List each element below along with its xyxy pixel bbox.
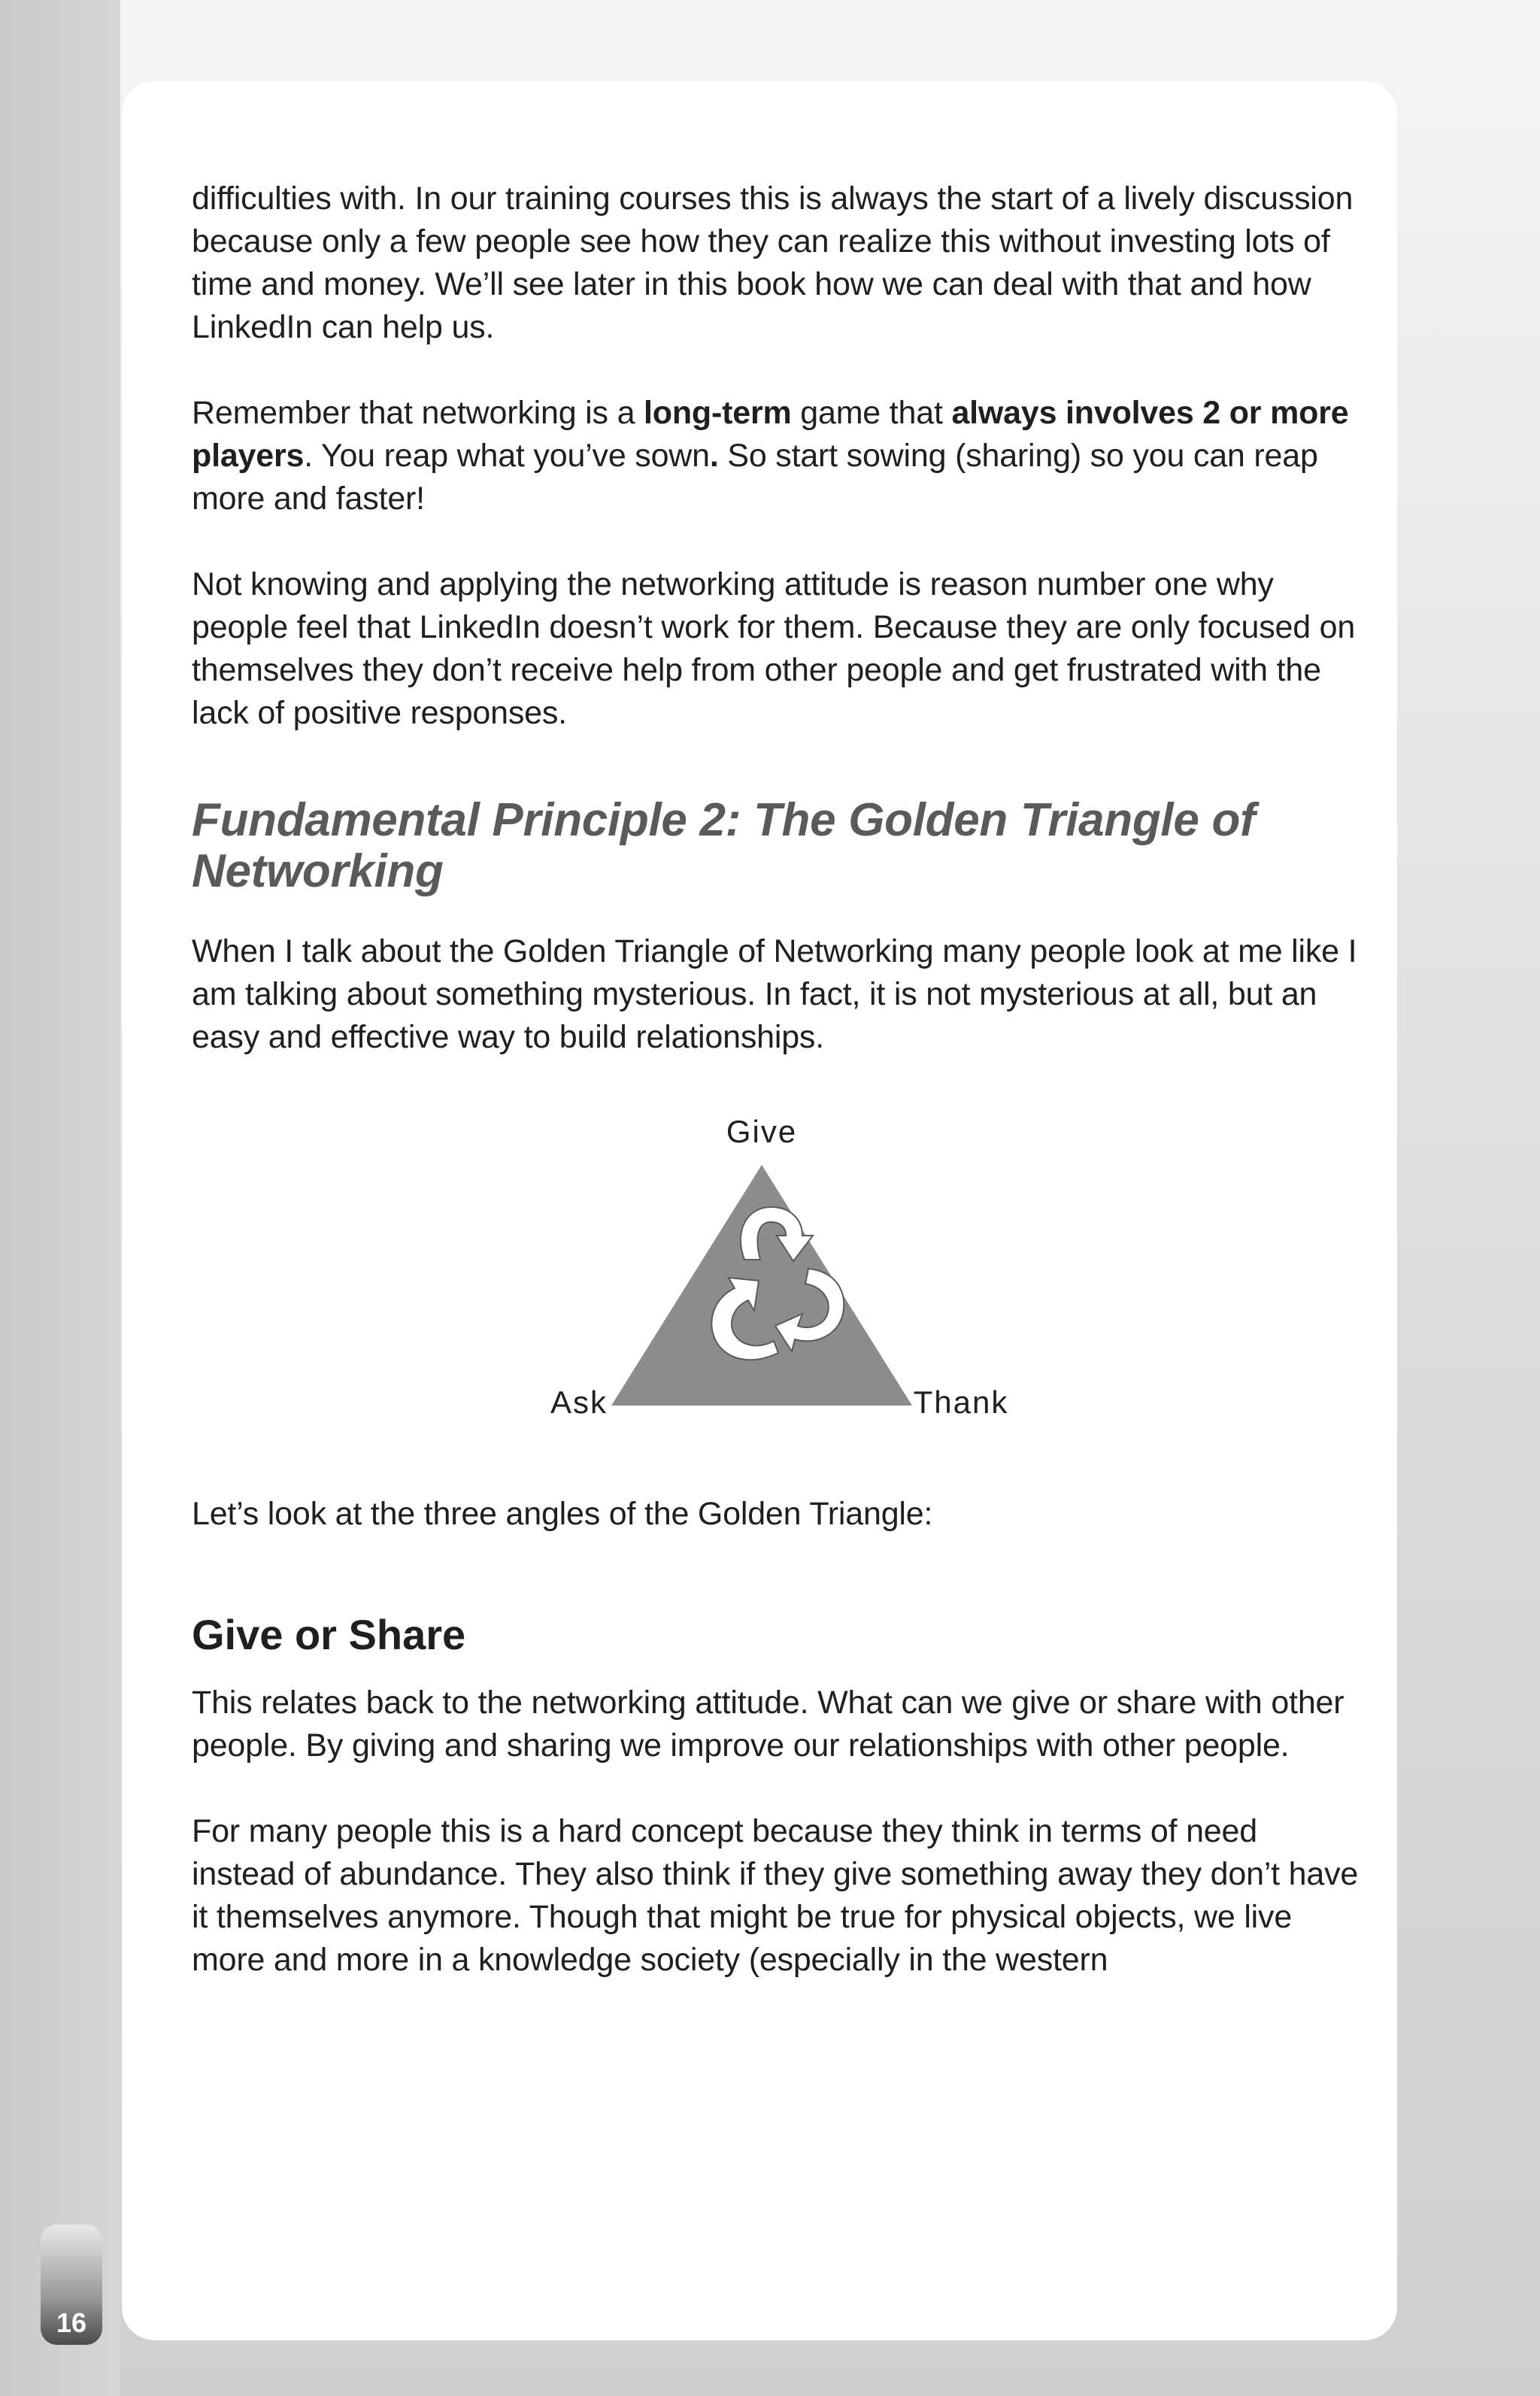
text-run: Remember that networking is a (192, 395, 644, 431)
body-paragraph (192, 563, 1365, 735)
subheading-give-or-share: Give or Share (192, 1611, 466, 1658)
bold-text: always involves 2 or more players (192, 395, 1349, 474)
page-content (192, 177, 1365, 2024)
angles-intro: Let’s look at the three angles of the Golden Triangle: (192, 1496, 933, 1532)
golden-triangle-svg (192, 1102, 1365, 1493)
left-margin-bar (0, 0, 120, 2396)
give-paragraph-2: For many people this is a hard concept because they think in terms of need instead of abundance. They also think if they give something away they don’t have it themselves anymore. Though that might be true for physical objects, we live more and more in a knowledge society (especially in the western (192, 1813, 1359, 1978)
text-run: . You reap what you’ve sown (304, 438, 710, 474)
golden-triangle-diagram (192, 1102, 1365, 1493)
body-paragraph (192, 392, 1365, 520)
page-number: 16 (56, 2307, 87, 2338)
text-run: Not knowing and applying the networking attitude is reason number one why people feel that LinkedIn doesn’t work for them. Because they are only focused on themselves they don’t receive help from other people and get frustrated with the lack of positive responses. (192, 566, 1356, 731)
label-thank: Thank (913, 1385, 1009, 1420)
bold-text: . (709, 438, 719, 474)
section-heading: Fundamental Principle 2: The Golden Triangle of Networking (192, 794, 1256, 897)
give-paragraph-1: This relates back to the networking attitude. What can we give or share with other people. By giving and sharing we improve our relationships with other people. (192, 1685, 1344, 1764)
text-run: game that (791, 395, 952, 431)
label-give: Give (726, 1114, 798, 1149)
body-paragraph (192, 177, 1365, 349)
text-run: So start sowing (sharing) so you can reap more and faster! (192, 438, 1318, 517)
intro-paragraph: When I talk about the Golden Triangle of Networking many people look at me like I am talking about something mysterious. In fact, it is not mysterious at all, but an easy and effective way to build relationships. (192, 933, 1357, 1055)
label-ask: Ask (550, 1385, 608, 1420)
text-run: difficulties with. In our training courses this is always the start of a lively discussion because only a few people see how they can realize this without investing lots of time and money. We’ll see later in this book how we can deal with that and how LinkedIn can help us. (192, 180, 1354, 345)
bold-text: long-term (644, 395, 792, 431)
triangle-shape (611, 1165, 912, 1406)
top-paragraphs (192, 177, 1365, 735)
